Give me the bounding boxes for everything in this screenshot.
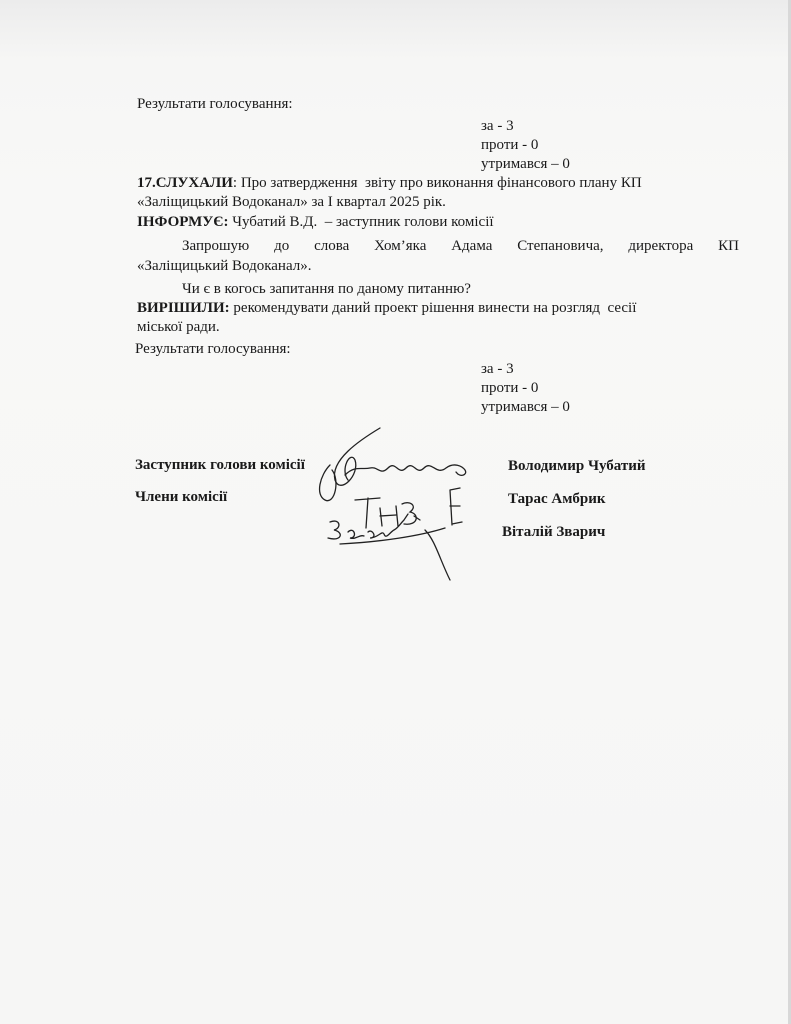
decided-text-2: міської ради. — [137, 319, 220, 335]
handwritten-signatures — [300, 420, 500, 590]
deputy-name: Володимир Чубатий — [508, 458, 646, 474]
results-label-2: Результати голосування: — [135, 341, 291, 357]
informs-line — [137, 214, 494, 231]
results-label-1: Результати голосування: — [137, 96, 293, 112]
member1-name: Тарас Амбрик — [508, 491, 606, 507]
decided-text-1: рекомендувати даний проект рішення винести на розгляд сесії — [229, 300, 637, 316]
decided-line-1 — [137, 300, 636, 317]
vote-abstained-1: утримався – 0 — [481, 156, 570, 172]
vote-for-1: за - 3 — [481, 118, 514, 134]
invite-line-1: Запрошую до слова Хом’яка Адама Степановича, директора КП — [182, 238, 739, 254]
question-line: Чи є в когось запитання по даному питанню? — [182, 281, 471, 297]
heard-text-1: : Про затвердження звіту про виконання фінансового плану КП — [232, 175, 642, 191]
decided-label: ВИРІШИЛИ: — [137, 300, 230, 316]
vote-against-2: проти - 0 — [481, 380, 539, 396]
member2-name: Віталій Зварич — [502, 524, 606, 540]
vote-for-2: за - 3 — [481, 361, 514, 377]
informs-label: ІНФОРМУЄ: — [137, 214, 229, 230]
informs-text: Чубатий В.Д. – заступник голови комісії — [228, 214, 494, 230]
members-role: Члени комісії — [135, 489, 228, 505]
vote-against-1: проти - 0 — [481, 137, 539, 153]
vote-abstained-2: утримався – 0 — [481, 399, 570, 415]
invite-line-2: «Заліщицький Водоканал». — [137, 258, 312, 274]
heard-line-1 — [137, 175, 739, 192]
deputy-role: Заступник голови комісії — [135, 457, 305, 473]
heard-label: 17.СЛУХАЛИ — [137, 175, 233, 191]
heard-text-2: «Заліщицький Водоканал» за І квартал 2025 рік. — [137, 194, 446, 210]
